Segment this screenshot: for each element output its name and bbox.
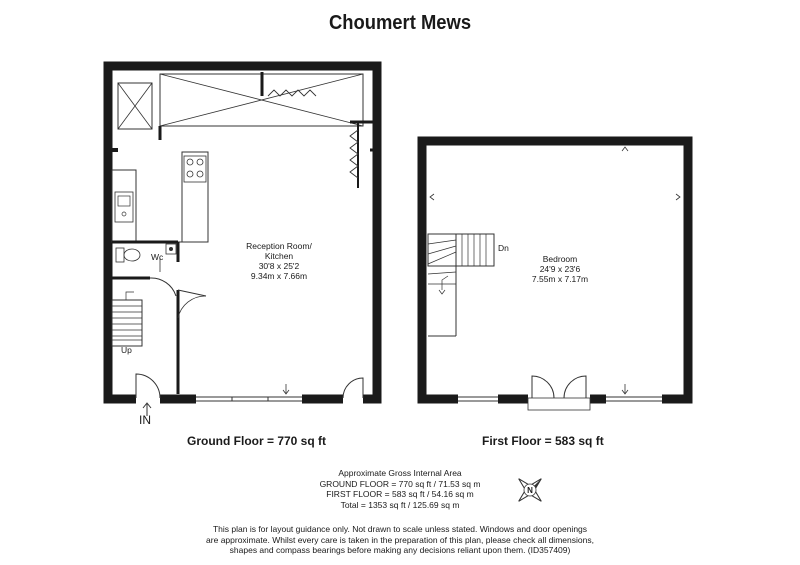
stairs-up-label: Up bbox=[121, 345, 132, 355]
plan-title: Choumert Mews bbox=[328, 12, 472, 34]
stairs-down-label: Dn bbox=[498, 243, 509, 253]
kitchen-island bbox=[182, 152, 208, 242]
wc-label: Wc bbox=[151, 252, 164, 262]
disclaimer-line-1: This plan is for layout guidance only. Not drawn to scale unless stated. Windows and door openings bbox=[212, 524, 588, 534]
area-summary bbox=[300, 468, 500, 510]
hob-icon bbox=[184, 156, 206, 182]
ground-floor-plan bbox=[108, 66, 377, 416]
bedroom-name: Bedroom bbox=[542, 254, 578, 264]
disclaimer-line-2: are approximate. Whilst every care is taken in the preparation of this plan, please check all dimensions, bbox=[206, 534, 594, 545]
disclaimer-line-3: shapes and compass bearings before making any decisions reliant upon them. (ID357409) bbox=[229, 545, 571, 555]
first-floor-caption: First Floor = 583 sq ft bbox=[482, 434, 604, 448]
area-summary-first: FIRST FLOOR = 583 sq ft / 54.16 sq m bbox=[326, 489, 474, 499]
stairs-up bbox=[112, 292, 142, 346]
entrance-door bbox=[136, 394, 160, 404]
reception-room-dims-imperial: 30'8 x 25'2 bbox=[258, 261, 300, 271]
reception-room-name-1: Reception Room/ bbox=[246, 241, 312, 251]
area-summary-heading: Approximate Gross Internal Area bbox=[338, 468, 462, 478]
compass-north-letter: N bbox=[527, 486, 533, 495]
entrance-label: IN bbox=[139, 413, 151, 427]
reception-room-dims-metric: 9.34m x 7.66m bbox=[250, 271, 308, 281]
ground-arrow-markers bbox=[283, 384, 289, 394]
disclaimer bbox=[150, 524, 650, 556]
ground-floor-caption: Ground Floor = 770 sq ft bbox=[187, 434, 327, 448]
toilet-icon bbox=[116, 248, 140, 262]
bedroom-dims-metric: 7.55m x 7.17m bbox=[531, 274, 589, 284]
reception-room-name-2: Kitchen bbox=[264, 251, 294, 261]
area-summary-total: Total = 1353 sq ft / 125.69 sq m bbox=[340, 499, 460, 510]
area-summary-ground: GROUND FLOOR = 770 sq ft / 71.53 sq m bbox=[319, 478, 481, 489]
balcony-doors bbox=[528, 394, 590, 410]
compass-icon bbox=[512, 472, 548, 508]
stairs-down bbox=[428, 234, 494, 336]
bedroom-dims-imperial: 24'9 x 23'6 bbox=[539, 264, 581, 274]
ground-floor-outer-walls bbox=[108, 66, 377, 399]
basin-icon bbox=[166, 244, 176, 254]
first-floor-plan bbox=[422, 141, 688, 410]
sink-icon bbox=[115, 192, 133, 222]
